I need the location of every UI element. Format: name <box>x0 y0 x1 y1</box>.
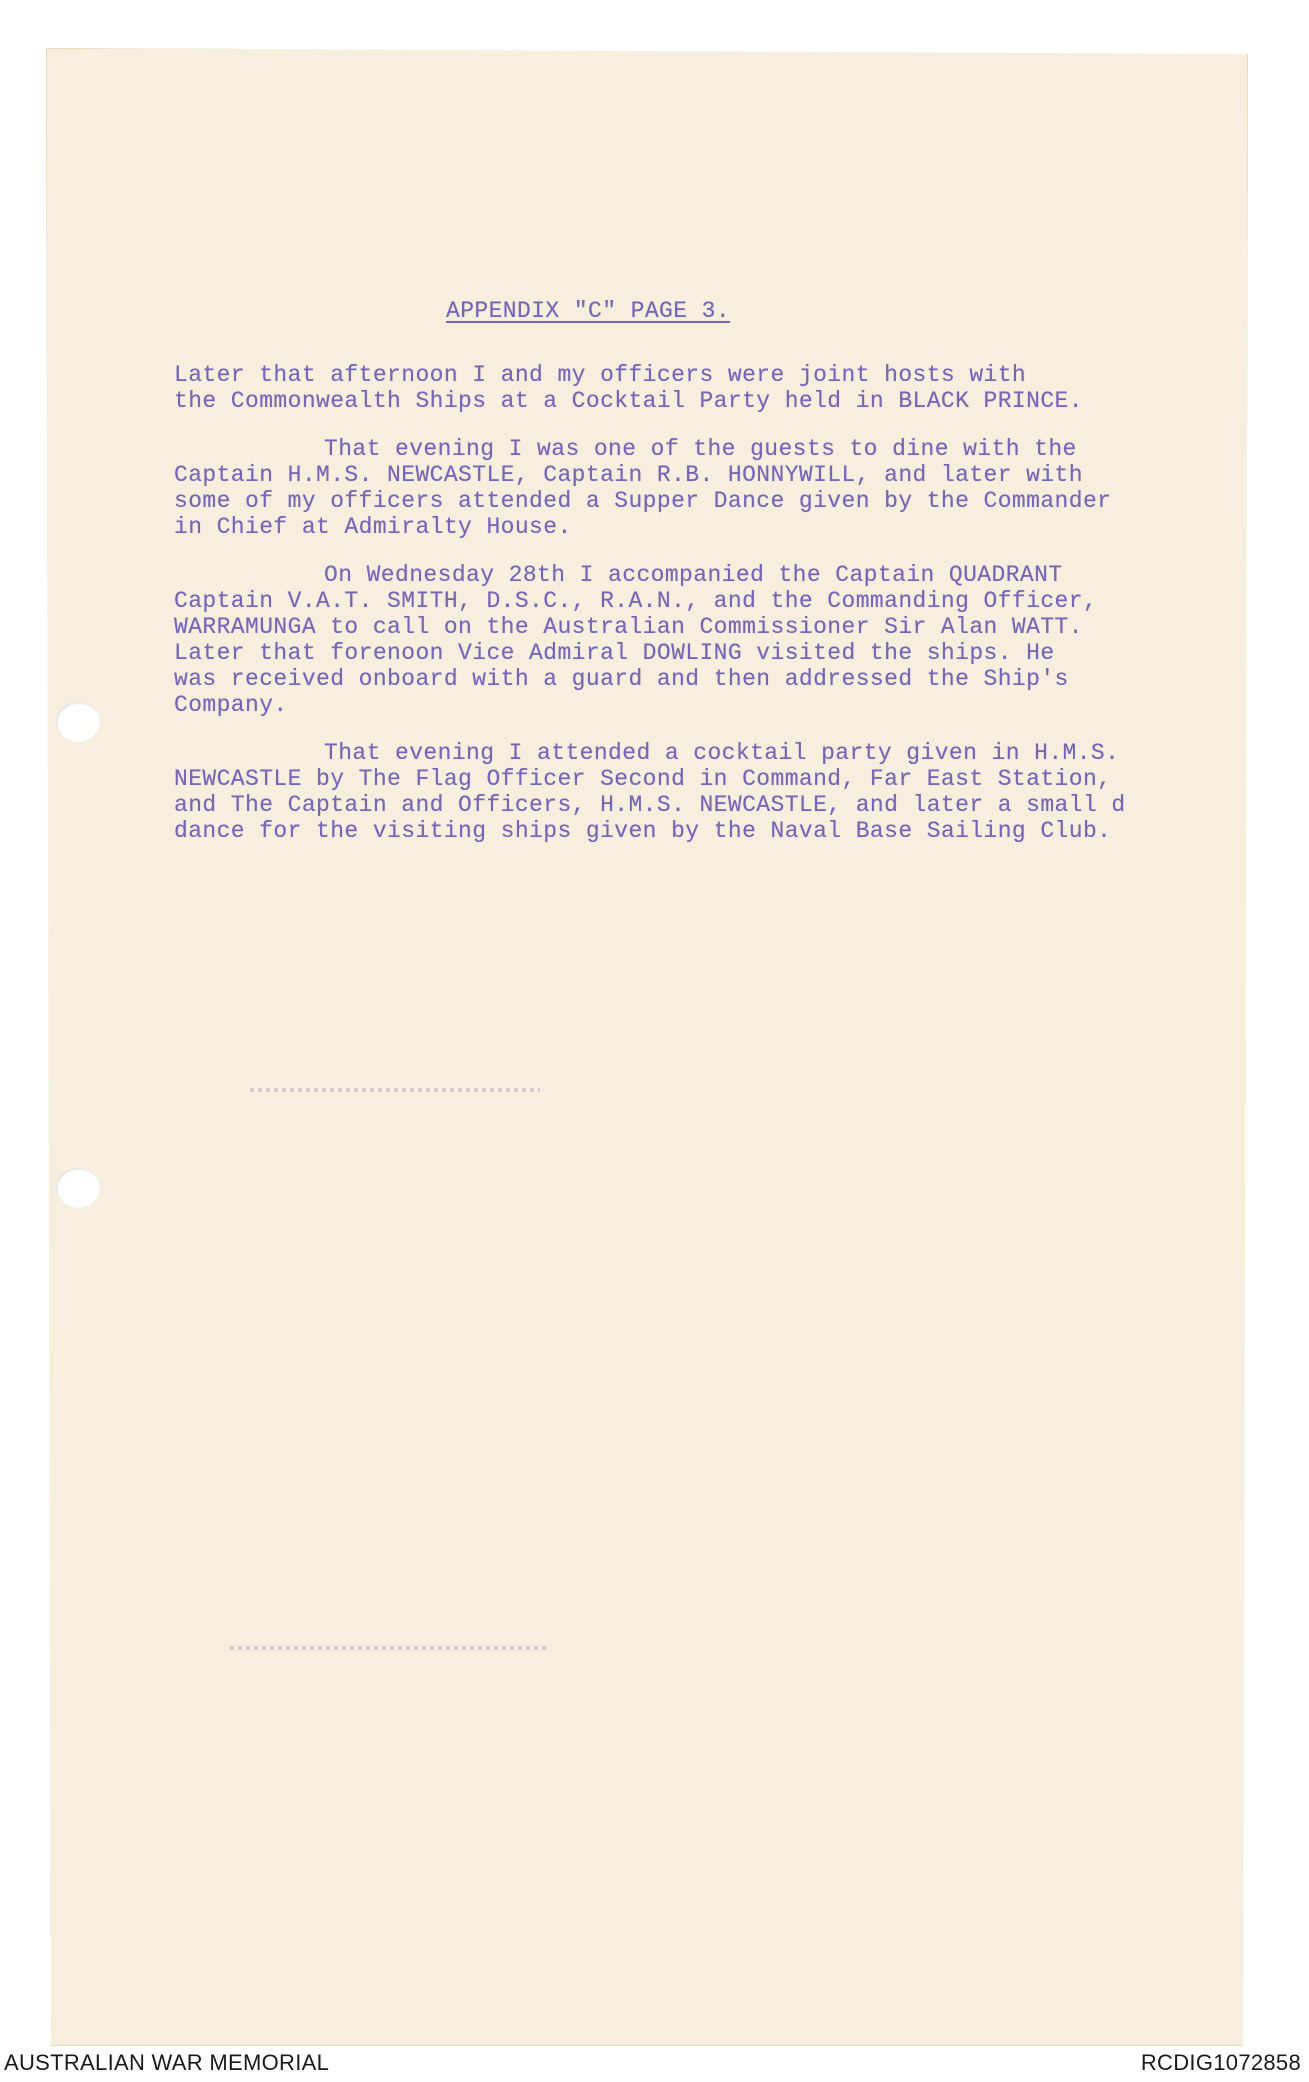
faint-bleed-through <box>230 1646 550 1650</box>
paragraph-3: On Wednesday 28th I accompanied the Captain QUADRANT Captain V.A.T. SMITH, D.S.C., R.A.N., and the Commanding Officer, WARRAMUNGA to call on the Australian Commissioner Sir Alan WATT. Later that forenoon Vice Admiral DOWLING visited the ships. He was received onboard with a guard and then addressed the Ship's Company. <box>174 562 1098 718</box>
paragraph-2: That evening I was one of the guests to dine with the Captain H.M.S. NEWCASTLE, Captain R.B. HONNYWILL, and later with some of my officers attended a Supper Dance given by the Commander in Chief at Admiralty House. <box>174 436 1112 540</box>
footer-source: AUSTRALIAN WAR MEMORIAL <box>4 2050 330 2075</box>
punch-hole <box>56 1168 100 1208</box>
paragraph-1: Later that afternoon I and my officers were joint hosts with the Commonwealth Ships at a Cocktail Party held in BLACK PRINCE. <box>174 362 1083 414</box>
paragraph-4: That evening I attended a cocktail party given in H.M.S. NEWCASTLE by The Flag Officer Second in Command, Far East Station, and The Captain and Officers, H.M.S. NEWCASTLE, and later a small d dance for the visiting ships given by the Naval Base Sailing Club. <box>174 740 1126 844</box>
footer-id: RCDIG1072858 <box>1140 2050 1301 2075</box>
document-body <box>174 362 1174 866</box>
page-heading: APPENDIX "C" PAGE 3. <box>446 298 731 324</box>
faint-bleed-through <box>250 1088 540 1092</box>
document-page <box>46 48 1248 2046</box>
punch-hole <box>56 702 100 742</box>
